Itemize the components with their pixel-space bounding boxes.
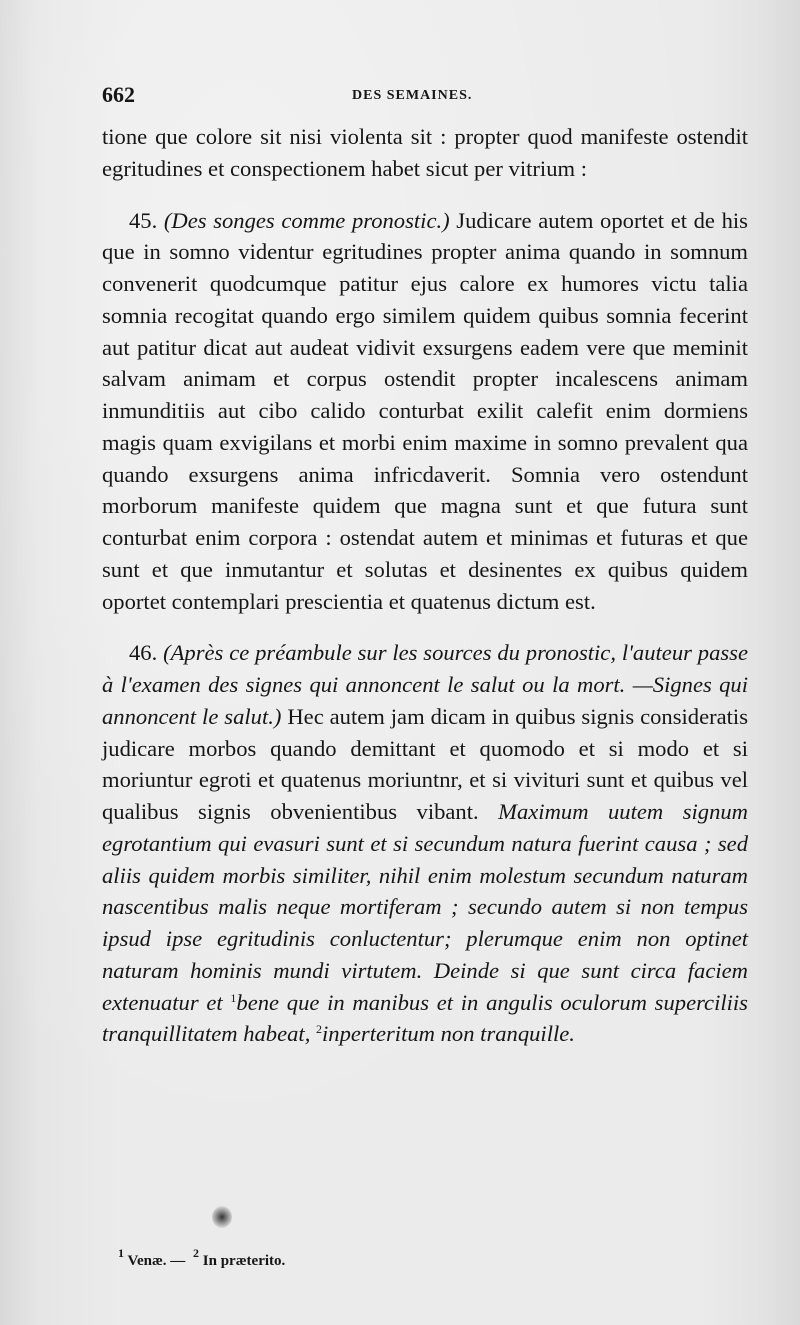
body-text	[102, 121, 748, 1050]
paragraph-gap	[102, 617, 748, 637]
footnote-text-1: Venæ. —	[127, 1253, 186, 1269]
footnote-ref-1[interactable]: 1	[230, 990, 237, 1005]
paragraph-text: Judicare autem oportet et de his que in somno videntur egritudines propter anima quando in somnum convenerit quodcumque patitur ejus calore ex humores victu talia somnia recogitat quando ergo similem quidem quibus somnia fecerint aut patitur dicat aut audeat vidivit exsurgens eadem vere que meminit salvam animam et corpus ostendit propter incalescens animam inmunditiis aut cibo calido conturbat exilit calefit enim dormiens magis quam exvigilans et morbi enim maxime in somno prevalent qua quando exsurgens anima infricdaverit. Somnia vero ostendunt morborum manifeste quidem que magna sunt et que futura sunt conturbat enim corpora : ostendat autem et minimas et futuras et que sunt et que inmutantur et solutas et desinentes ex quibus quidem oportet contemplari prescientia et quatenus dictum est.	[102, 207, 748, 614]
paragraph-text: Hec autem jam dicam in quibus signis consideratis judicare morbos quando demittant et quomodo et si modo et si moriuntur egroti et quatenus moriuntnr, et si vivituri sunt et quibus vel qualibus signis obvenientibus vibant.	[102, 703, 748, 824]
footnote-text-2: In præterito.	[202, 1253, 286, 1269]
paragraph-46	[102, 637, 748, 1050]
paragraph-45	[102, 205, 748, 618]
ink-smudge	[212, 1206, 232, 1228]
section-number: 45.	[129, 207, 158, 233]
italic-text: inperteritum non tranquille.	[322, 1021, 575, 1047]
running-head: DES SEMAINES.	[352, 88, 473, 103]
paragraph-text: tione que colore sit nisi violenta sit : propter quod manifeste ostendit egritudines et conspectionem habet sicut per vitrium :	[102, 124, 748, 181]
section-title: (Des songes comme pronostic.)	[163, 207, 450, 233]
paragraph-continuation	[102, 121, 748, 185]
italic-text: Maximum uutem signum egrotantium qui evasuri sunt et si secundum natura fuerint causa ; sed aliis quidem morbis similiter, nihil enim molestum secundum naturam nascentibus malis neque mortiferam ; secundo autem si non tempus ipsud ipse egritudinis conluctentur; plerumque enim non optinet naturam hominis mundi virtutem. Deinde si que sunt circa faciem extenuatur et	[102, 799, 748, 1015]
page-number: 662	[102, 82, 135, 107]
page-header	[102, 82, 748, 112]
paragraph-gap	[102, 185, 748, 205]
italic-text: bene que in manibus et in angulis oculorum superciliis tranquillitatem habeat,	[102, 989, 748, 1047]
footnotes	[118, 1246, 289, 1270]
footnote-mark-2: 2	[193, 1246, 200, 1260]
section-number: 46.	[129, 640, 158, 666]
footnote-mark-1: 1	[118, 1246, 124, 1260]
section-title: (Après ce préambule sur les sources du pronostic, l'auteur passe à l'examen des signes qui annoncent le salut ou la mort. —Signes qui annoncent le salut.)	[102, 640, 748, 729]
footnote-ref-2[interactable]: 2	[316, 1022, 323, 1037]
